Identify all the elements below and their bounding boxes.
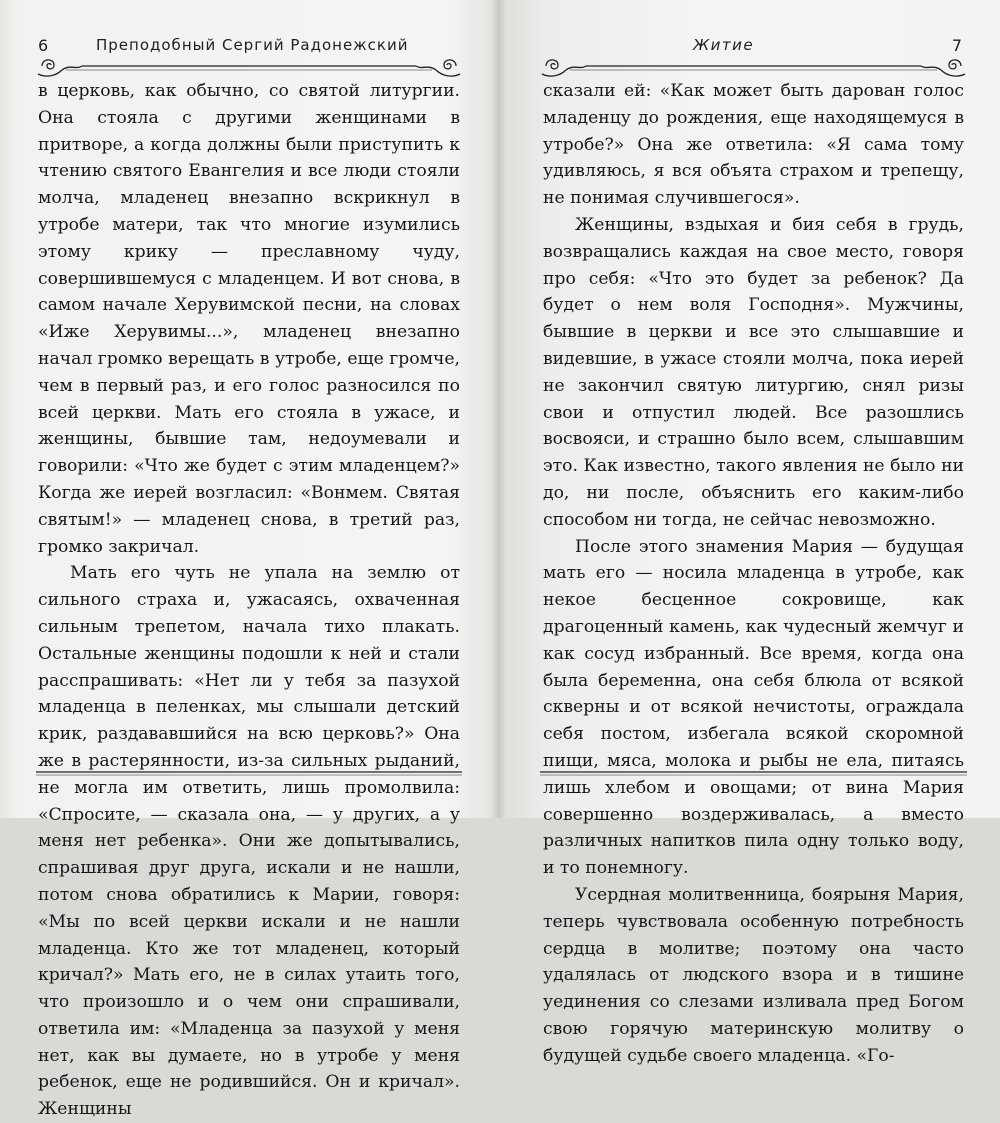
- right-page-number: 7: [951, 36, 963, 55]
- right-page: [498, 0, 1000, 1066]
- footer-rule: [36, 768, 462, 780]
- paragraph: После этого знамения Мария — будущая мать его — носила младенца в утробе, как некое бесценное сокровище, как драгоценный камень, как чудесный жемчуг и как сосуд избранный. Все время, когда она была беременна, она себя блюла от всякой скверны и от всякой нечистоты, ограждала себя постом, избегала всякой скоромной пищи, мяса, молока и рыбы не ела, питаясь лишь хлебом и овощами; от вина Мария совершенно воздерживалась, а вместо различных напитков пила одну только воду, и то понемногу.: [543, 536, 964, 879]
- paragraph: сказали ей: «Как может быть дарован голос младенцу до рождения, еще находящемуся в утробе?» Она же ответила: «Я сама тому удивляюсь, я вся объята страхом и трепещу, не понимая случившегося».: [543, 81, 964, 209]
- right-running-head: [543, 36, 963, 56]
- right-running-title: Житие: [693, 36, 755, 54]
- left-page-number: 6: [38, 36, 50, 55]
- paragraph: Мать его чуть не упала на землю от сильного страха и, ужасаясь, охваченная сильным трепетом, начала тихо плакать. Остальные женщины подошли к ней и стали расспрашивать: «Нет ли у тебя за пазухой младенца в пеленках, мы слышали детский крик, раздававшийся на всю церковь?» Она же в растерянности, из-за сильных рыданий, не могла им ответить, лишь промолвила: «Спросите, — сказала она, — у других, а у меня нет ребенка». Они же допытывались, спрашивая друг друга, искали и не нашли, потом снова обратились к Марии, говоря: «Мы по всей церкви искали и не нашли младенца. Кто же тот младенец, который кричал?» Мать его, не в силах утаить того, что произошло и о чем они спрашивали, ответила им: «Младенца за пазухой у меня нет, как вы думаете, но в утробе у меня ребенок, еще не родившийся. Он и кричал». Женщины: [38, 563, 460, 1120]
- header-ornament-icon: [36, 56, 462, 80]
- right-body-text: [543, 78, 964, 1069]
- left-running-head: [38, 36, 458, 56]
- left-running-title: Преподобный Сергий Радонежский: [96, 36, 409, 54]
- paragraph: в церковь, как обычно, со святой литургии. Она стояла с другими женщинами в притворе, а когда должны были приступить к чтению святого Евангелия и все люди стояли молча, младенец внезапно вскрикнул в утробе матери, так что многие изумились этому крику — преславному чуду, совершившемуся с младенцем. И вот снова, в самом начале Херувимской песни, на словах «Иже Херувимы...», младенец внезапно начал громко верещать в утробе, еще громче, чем в первый раз, и его голос разносился по всей церкви. Мать его стояла в ужасе, и женщины, бывшие там, недоумевали и говорили: «Что же будет с этим младенцем?» Когда же иерей возгласил: «Вонмем. Святая святым!» — младенец снова, в третий раз, громко закричал.: [38, 81, 460, 557]
- footer-rule: [540, 768, 967, 780]
- left-body-text: [38, 78, 460, 1123]
- header-ornament-icon: [540, 56, 967, 80]
- left-page: [0, 0, 498, 1120]
- paragraph: Женщины, вздыхая и бия себя в грудь, возвращались каждая на свое место, говоря про себя: «Что это будет за ребенок? Да будет о нем воля Господня». Мужчины, бывшие в церкви и все это слышавшие и видевшие, в ужасе стояли молча, пока иерей не закончил святую литургию, снял ризы свои и отпустил людей. Все разошлись восвояси, и страшно было всем, слышавшим это. Как известно, такого явления не было ни до, ни после, объяснить его каким-либо способом ни тогда, не сейчас невозможно.: [543, 214, 964, 530]
- paragraph: Усердная молитвенница, боярыня Мария, теперь чувствовала особенную потребность сердца в молитве; поэтому она часто удалялась от людского взора и в тишине уединения со слезами изливала пред Богом свою горячую материнскую молитву о будущей судьбе своего младенца. «Го-: [543, 884, 964, 1066]
